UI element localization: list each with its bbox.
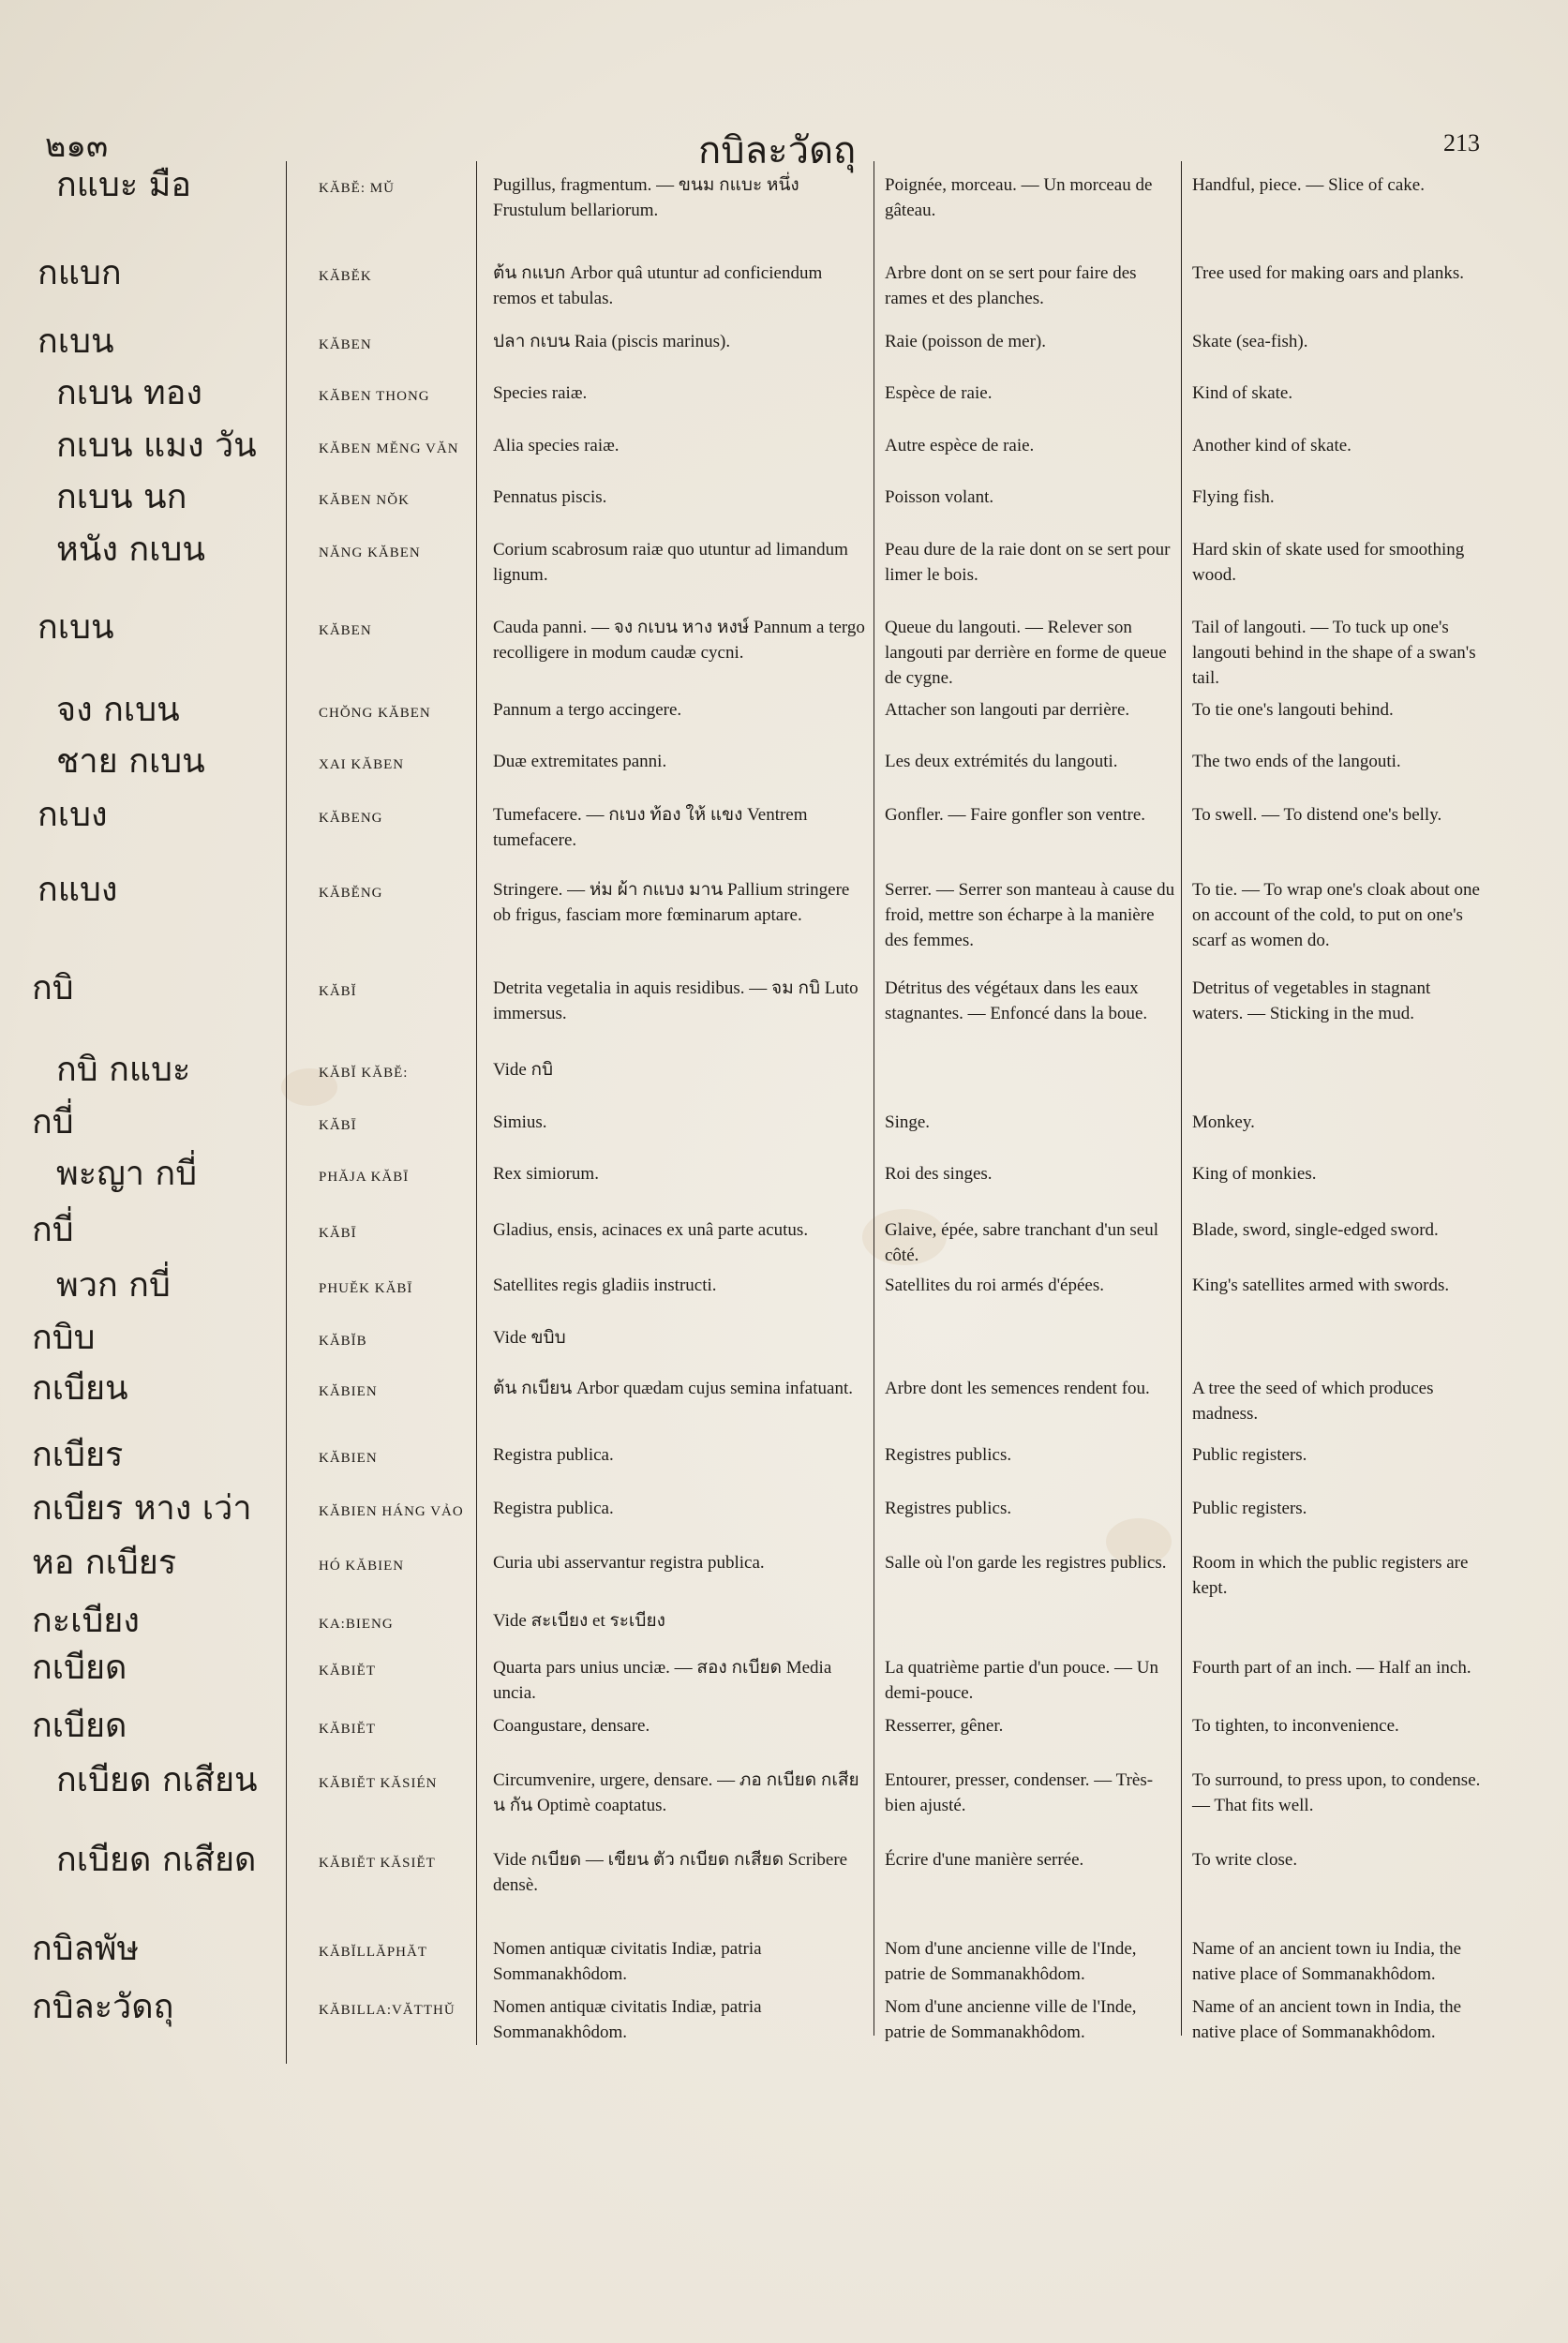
english-definition: Detritus of vegetables in stagnant waters. — Sticking in the mud.: [1192, 978, 1431, 1023]
headword-thai: กบิ กแบะ: [56, 1051, 191, 1089]
transliteration: KĂBĪ: [319, 1118, 357, 1133]
french-definition: Registres publics.: [885, 1499, 1012, 1518]
english-definition: Monkey.: [1192, 1112, 1255, 1132]
latin-definition: Simius.: [493, 1112, 547, 1132]
latin-definition: Stringere. — ห่ม ผ้า กแบง มาน Pallium stringere ob frigus, fasciam more fœminarum aptare.: [493, 880, 850, 925]
latin-definition: ต้น กเบียน Arbor quædam cujus semina infatuant.: [493, 1379, 853, 1398]
headword-thai: กแบง: [37, 871, 118, 909]
french-definition: Détritus des végétaux dans les eaux stagnantes. — Enfoncé dans la boue.: [885, 978, 1148, 1023]
headword-thai: กเบน: [37, 608, 114, 647]
transliteration: PHĂJA KĂBĪ: [319, 1170, 410, 1185]
french-definition: Arbre dont les semences rendent fou.: [885, 1379, 1150, 1398]
french-definition: Nom d'une ancienne ville de l'Inde, patrie de Sommanakhôdom.: [885, 1997, 1137, 2042]
transliteration: KĂBEN THONG: [319, 389, 430, 404]
english-definition: A tree the seed of which produces madness.: [1192, 1379, 1434, 1424]
english-definition: To write close.: [1192, 1850, 1298, 1870]
headword-thai: จง กเบน: [56, 691, 180, 729]
latin-definition: Pannum a tergo accingere.: [493, 700, 682, 720]
headword-thai: กเบียด: [32, 1649, 127, 1687]
english-definition: King's satellites armed with swords.: [1192, 1276, 1450, 1295]
transliteration: HÓ KĂBIEN: [319, 1559, 405, 1574]
headword-thai: กบิลพัษ: [32, 1930, 140, 1968]
transliteration: KĂBIĔT KĂSIĔT: [319, 1856, 436, 1871]
french-definition: Les deux extrémités du langouti.: [885, 752, 1118, 771]
headword-thai: กบิ: [32, 969, 74, 1007]
french-definition: La quatrième partie d'un pouce. — Un demi-pouce.: [885, 1658, 1159, 1703]
headword-thai: กเบียร: [32, 1436, 124, 1474]
latin-definition: Gladius, ensis, acinaces ex unâ parte acutus.: [493, 1220, 809, 1240]
latin-definition: Circumvenire, urgere, densare. — ภอ กเบียด กเสียน กัน Optimè coaptatus.: [493, 1770, 859, 1815]
french-definition: Singe.: [885, 1112, 931, 1132]
french-definition: Peau dure de la raie dont on se sert pour limer le bois.: [885, 540, 1171, 585]
french-definition: Glaive, épée, sabre tranchant d'un seul côté.: [885, 1220, 1158, 1265]
transliteration: KĂBILLA:VĂTTHŬ: [319, 2003, 455, 2018]
english-definition: Fourth part of an inch. — Half an inch.: [1192, 1658, 1471, 1678]
transliteration: KĂBIĔT KĂSIÉN: [319, 1776, 438, 1791]
latin-definition: Quarta pars unius unciæ. — สอง กเบียด Media uncia.: [493, 1658, 832, 1703]
transliteration: KĂBIEN: [319, 1451, 378, 1466]
latin-definition: Duæ extremitates panni.: [493, 752, 667, 771]
transliteration: KĂBĬ: [319, 984, 357, 999]
headword-thai: กบิละวัดถุ: [32, 1988, 174, 2026]
headword-thai: กเบียด กเสียน: [56, 1761, 258, 1799]
english-definition: King of monkies.: [1192, 1164, 1317, 1184]
transliteration: KĂBĪ: [319, 1226, 357, 1241]
transliteration: CHŎNG KĂBEN: [319, 706, 431, 721]
transliteration: KĂBENG: [319, 811, 383, 826]
thai-page-number: ๒๑๓: [45, 127, 109, 165]
english-definition: Room in which the public registers are kept.: [1192, 1553, 1469, 1598]
transliteration: KA:BIENG: [319, 1617, 394, 1632]
english-definition: Flying fish.: [1192, 487, 1275, 507]
english-definition: Name of an ancient town iu India, the native place of Sommanakhôdom.: [1192, 1939, 1462, 1984]
headword-thai: กเบียน: [32, 1369, 128, 1408]
french-definition: Queue du langouti. — Relever son langouti par derrière en forme de queue de cygne.: [885, 618, 1167, 688]
french-definition: Autre espèce de raie.: [885, 436, 1035, 455]
french-definition: Satellites du roi armés d'épées.: [885, 1276, 1104, 1295]
transliteration: KĂBĔK: [319, 269, 372, 284]
latin-definition: Coangustare, densare.: [493, 1716, 650, 1736]
latin-definition: Registra publica.: [493, 1445, 614, 1465]
headword-thai: กเบน ทอง: [56, 374, 202, 412]
french-definition: Écrire d'une manière serrée.: [885, 1850, 1084, 1870]
transliteration: KĂBIĔT: [319, 1722, 376, 1737]
headword-thai: กเบียร หาง เว่า: [32, 1489, 252, 1528]
latin-definition: Registra publica.: [493, 1499, 614, 1518]
latin-definition: Tumefacere. — กเบง ท้อง ให้ แขง Ventrem tumefacere.: [493, 805, 808, 850]
latin-definition: Vide กเบียด — เขียน ตัว กเบียด กเสียด Scribere densè.: [493, 1850, 848, 1895]
french-definition: Registres publics.: [885, 1445, 1012, 1465]
french-definition: Salle où l'on garde les registres publics.: [885, 1553, 1167, 1573]
latin-definition: Detrita vegetalia in aquis residibus. — จม กบิ Luto immersus.: [493, 978, 859, 1023]
headword-thai: กเบน: [37, 322, 114, 361]
french-definition: Attacher son langouti par derrière.: [885, 700, 1130, 720]
french-definition: Entourer, presser, condenser. — Très-bien ajusté.: [885, 1770, 1154, 1815]
headword-thai: กเบียด กเสียด: [56, 1841, 257, 1879]
french-definition: Nom d'une ancienne ville de l'Inde, patrie de Sommanakhôdom.: [885, 1939, 1137, 1984]
latin-definition: Vide สะเบียง et ระเบียง: [493, 1611, 665, 1631]
latin-definition: Rex simiorum.: [493, 1164, 599, 1184]
page-number: 213: [1443, 129, 1480, 157]
headword-thai: กเบน นก: [56, 478, 187, 516]
latin-definition: Nomen antiquæ civitatis Indiæ, patria Sommanakhôdom.: [493, 1939, 762, 1984]
french-definition: Serrer. — Serrer son manteau à cause du froid, mettre son écharpe à la manière des femmes.: [885, 880, 1175, 950]
transliteration: KĂBEN MĔNG VĂN: [319, 441, 459, 456]
headword-thai: หอ กเบียร: [32, 1544, 177, 1582]
transliteration: PHUĔK KĂBĪ: [319, 1281, 413, 1296]
french-definition: Poignée, morceau. — Un morceau de gâteau.: [885, 175, 1153, 220]
english-definition: The two ends of the langouti.: [1192, 752, 1401, 771]
french-definition: Gonfler. — Faire gonfler son ventre.: [885, 805, 1146, 825]
english-definition: Public registers.: [1192, 1445, 1307, 1465]
english-definition: Another kind of skate.: [1192, 436, 1351, 455]
english-definition: Name of an ancient town in India, the native place of Sommanakhôdom.: [1192, 1997, 1462, 2042]
latin-definition: Nomen antiquæ civitatis Indiæ, patria Sommanakhôdom.: [493, 1997, 762, 2042]
english-definition: To tighten, to inconvenience.: [1192, 1716, 1399, 1736]
transliteration: KĂBĔ: MŬ: [319, 181, 395, 196]
latin-definition: Pennatus piscis.: [493, 487, 607, 507]
headword-thai: กบี่: [32, 1211, 74, 1249]
transliteration: XAI KĂBEN: [319, 757, 405, 772]
headword-thai: กเบน แมง วัน: [56, 426, 257, 465]
french-definition: Raie (poisson de mer).: [885, 332, 1047, 351]
headword-thai: หนัง กเบน: [56, 530, 205, 569]
english-definition: Hard skin of skate used for smoothing wood.: [1192, 540, 1465, 585]
headword-thai: กแบะ มือ: [56, 166, 191, 204]
english-definition: To swell. — To distend one's belly.: [1192, 805, 1442, 825]
running-title: กบิละวัดถุ: [698, 129, 857, 172]
latin-definition: ต้น กแบก Arbor quâ utuntur ad conficiendum remos et tabulas.: [493, 263, 823, 308]
english-definition: Public registers.: [1192, 1499, 1307, 1518]
latin-definition: ปลา กเบน Raia (piscis marinus).: [493, 332, 731, 351]
headword-thai: กแบก: [37, 254, 122, 292]
transliteration: KĂBEN: [319, 337, 372, 352]
headword-thai: พะญา กบี่: [56, 1155, 198, 1193]
headword-thai: กบิบ: [32, 1319, 96, 1357]
transliteration: KĂBĬLLĂPHĂT: [319, 1945, 427, 1960]
english-definition: Kind of skate.: [1192, 383, 1293, 403]
latin-definition: Cauda panni. — จง กเบน หาง หงษ์ Pannum a tergo recolligere in modum caudæ cycni.: [493, 618, 865, 663]
french-definition: Resserrer, gêner.: [885, 1716, 1004, 1736]
transliteration: KĂBĬ KĂBĔ:: [319, 1066, 409, 1081]
english-definition: To tie. — To wrap one's cloak about one on account of the cold, to put on one's scarf as women do.: [1192, 880, 1480, 950]
transliteration: KĂBEN NŎK: [319, 493, 410, 508]
english-definition: Tree used for making oars and planks.: [1192, 263, 1465, 283]
french-definition: Poisson volant.: [885, 487, 994, 507]
latin-definition: Pugillus, fragmentum. — ขนม กแบะ หนึ่ง Frustulum bellariorum.: [493, 175, 799, 220]
french-definition: Espèce de raie.: [885, 383, 993, 403]
latin-definition: Curia ubi asservantur registra publica.: [493, 1553, 765, 1573]
headword-thai: กเบียด: [32, 1707, 127, 1745]
latin-definition: Alia species raiæ.: [493, 436, 620, 455]
latin-definition: Species raiæ.: [493, 383, 588, 403]
latin-definition: Vide ขบิบ: [493, 1328, 566, 1348]
english-definition: To tie one's langouti behind.: [1192, 700, 1394, 720]
headword-thai: กเบง: [37, 796, 108, 834]
transliteration: KĂBEN: [319, 623, 372, 638]
french-definition: Roi des singes.: [885, 1164, 993, 1184]
headword-thai: พวก กบี่: [56, 1266, 171, 1305]
english-definition: Handful, piece. — Slice of cake.: [1192, 175, 1425, 195]
latin-definition: Vide กบิ: [493, 1060, 554, 1080]
headword-thai: กบี่: [32, 1103, 74, 1142]
transliteration: KĂBĔNG: [319, 886, 383, 901]
transliteration: NĂNG KĂBEN: [319, 545, 421, 560]
latin-definition: Satellites regis gladiis instructi.: [493, 1276, 717, 1295]
english-definition: Tail of langouti. — To tuck up one's langouti behind in the shape of a swan's tail.: [1192, 618, 1476, 688]
english-definition: Skate (sea-fish).: [1192, 332, 1308, 351]
transliteration: KĂBIEN: [319, 1384, 378, 1399]
latin-definition: Corium scabrosum raiæ quo utuntur ad limandum lignum.: [493, 540, 848, 585]
headword-thai: กะเบียง: [32, 1602, 140, 1640]
transliteration: KĂBĬB: [319, 1334, 367, 1349]
french-definition: Arbre dont on se sert pour faire des rames et des planches.: [885, 263, 1137, 308]
headword-thai: ชาย กเบน: [56, 742, 205, 781]
english-definition: To surround, to press upon, to condense. — That fits well.: [1192, 1770, 1481, 1815]
transliteration: KĂBIEN HÁNG VẢO: [319, 1504, 464, 1519]
english-definition: Blade, sword, single-edged sword.: [1192, 1220, 1439, 1240]
transliteration: KĂBIĔT: [319, 1664, 376, 1679]
